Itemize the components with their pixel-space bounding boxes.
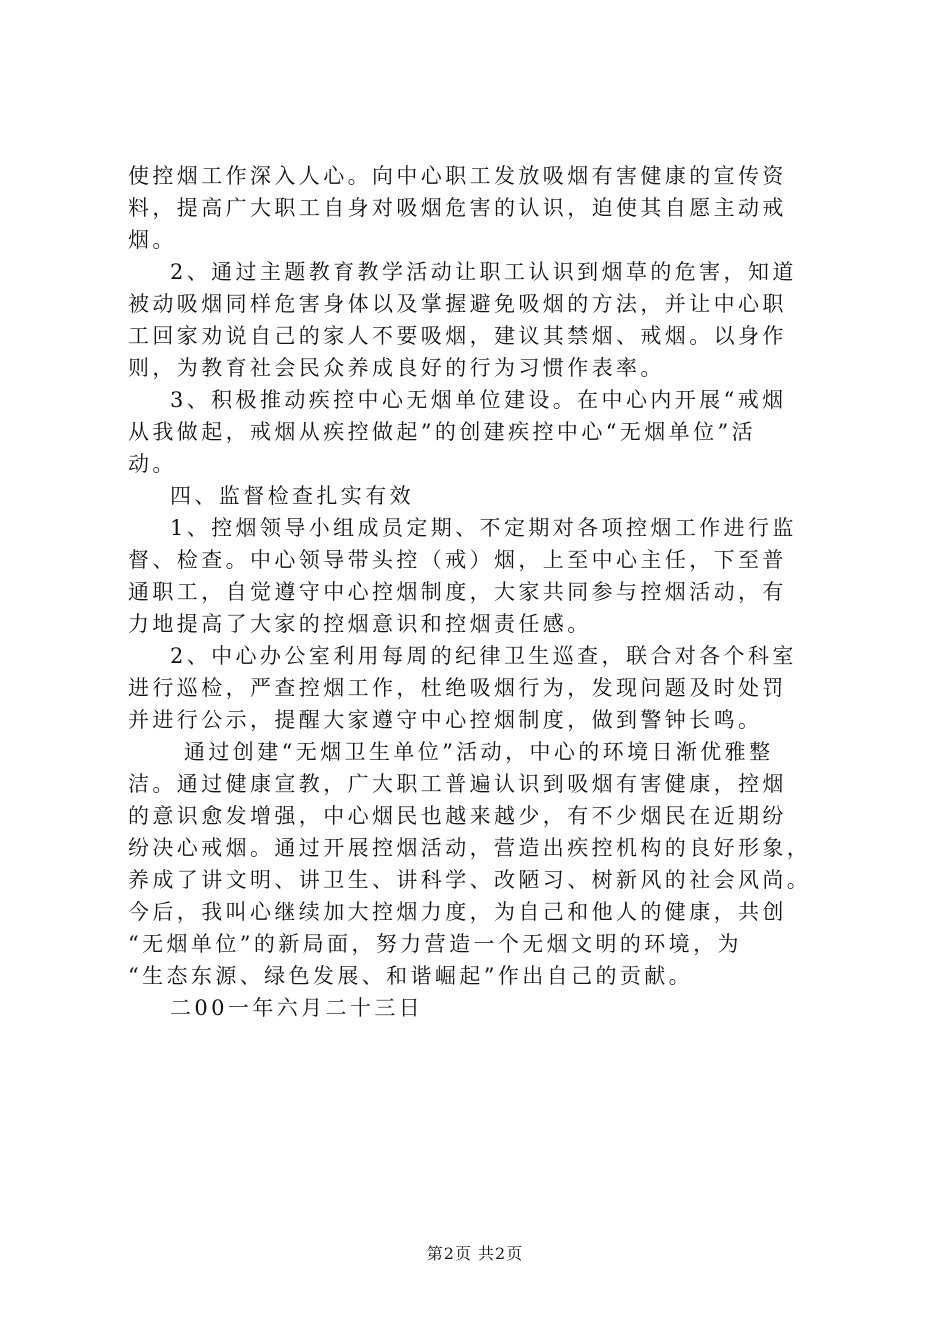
text-line: 养成了讲文明、讲卫生、讲科学、改陋习、树新风的社会风尚。 [128, 868, 812, 892]
text-line: 从我做起，戒烟从疾控做起”的创建疾控中心“无烟单位”活 [128, 420, 757, 444]
text-line: 今后，我叫心继续加大控烟力度，为自己和他人的健康，共创 [128, 900, 787, 924]
text-line: 则，为教育社会民众养成良好的行为习惯作表率。 [128, 356, 665, 380]
text-line: 1、控烟领导小组成员定期、不定期对各项控烟工作进行监 [170, 516, 797, 540]
text-line: 力地提高了大家的控烟意识和控烟责任感。 [128, 612, 592, 636]
text-line: 纷决心戒烟。通过开展控烟活动，营造出疾控机构的良好形象， [128, 836, 812, 860]
text-line: 通过创建“无烟卫生单位”活动，中心的环境日渐优雅整 [184, 740, 774, 764]
text-line: “生态东源、绿色发展、和谐崛起”作出自己的贡献。 [128, 964, 694, 988]
text-line: 动。 [128, 452, 177, 476]
text-line: 烟。 [128, 228, 177, 252]
text-line: 料，提高广大职工自身对吸烟危害的认识，迫使其自愿主动戒 [128, 196, 787, 220]
section-heading: 四、监督检查扎实有效 [170, 484, 414, 508]
text-line: 并进行公示，提醒大家遵守中心控烟制度，做到警钟长鸣。 [128, 708, 763, 732]
text-line: 洁。通过健康宣教，广大职工普遍认识到吸烟有害健康，控烟 [128, 772, 787, 796]
text-line: 的意识愈发增强，中心烟民也越来越少，有不少烟民在近期纷 [128, 804, 787, 828]
document-body [128, 160, 830, 1024]
text-line: 工回家劝说自己的家人不要吸烟，建议其禁烟、戒烟。以身作 [128, 324, 787, 348]
text-line: 使控烟工作深入人心。向中心职工发放吸烟有害健康的宣传资 [128, 164, 787, 188]
text-line: 被动吸烟同样危害身体以及掌握避免吸烟的方法，并让中心职 [128, 292, 787, 316]
text-line: 进行巡检，严查控烟工作，杜绝吸烟行为，发现问题及时处罚 [128, 676, 787, 700]
page-number-footer: 第2页 共2页 [426, 1244, 524, 1263]
text-line: 2、中心办公室利用每周的纪律卫生巡查，联合对各个科室 [170, 644, 797, 668]
text-line: 督、检查。中心领导带头控（戒）烟，上至中心主任，下至普 [128, 548, 787, 572]
text-line: 3、积极推动疾控中心无烟单位建设。在中心内开展“戒烟 [170, 388, 787, 412]
text-line: “无烟单位”的新局面，努力营造一个无烟文明的环境，为 [128, 932, 742, 956]
text-line: 2、通过主题教育教学活动让职工认识到烟草的危害，知道 [170, 260, 797, 284]
text-line: 通职工，自觉遵守中心控烟制度，大家共同参与控烟活动，有 [128, 580, 787, 604]
date-line: 二00一年六月二十三日 [170, 996, 424, 1020]
